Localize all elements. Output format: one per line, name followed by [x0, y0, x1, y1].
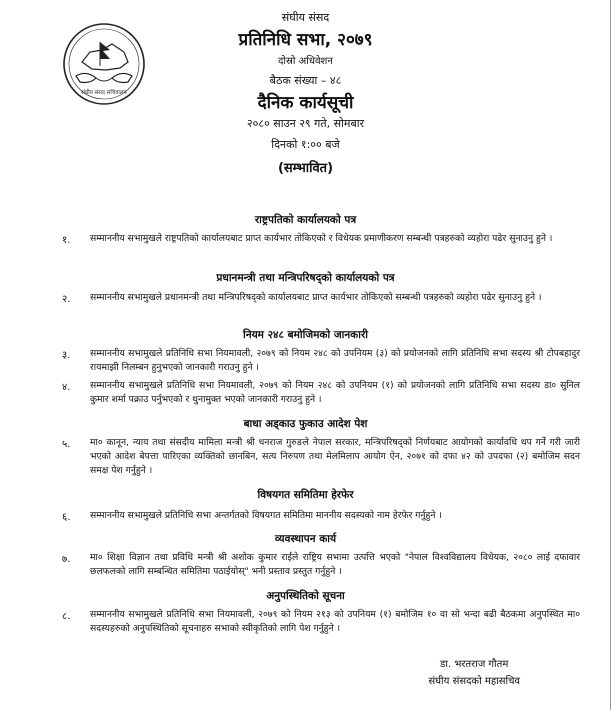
- logo-caption: संघीय संसद सचिवालय: [81, 90, 127, 96]
- item-text: मा० कानून, न्याय तथा संसदीय मामिला मन्त्री श्री धनराज गुरुङले नेपाल सरकार, मन्त्रिपरिषद्को निर्णयबाट आयोगको कार्यावधि थप गर्ने गरी जारी भएको आदेश बेपत्ता पारिएका व्यक्तिको छानबिन, सत्य निरुपण तथा मेलमिलाप आयोग ऐन, २०७१ को दफा ४२ को उपदफा (२) बमोजिम सदन समक्ष पेश गर्नुहुने ।: [90, 437, 580, 476]
- meeting-time: दिनको १:०० बजे: [271, 138, 340, 151]
- section-title: नियम २४८ बमोजिमको जानकारी: [243, 329, 368, 341]
- item-number: १.: [62, 235, 71, 246]
- item-text: मा० शिक्षा विज्ञान तथा प्रविधि मन्त्री श्री अशोक कुमार राईले राष्ट्रिय सभामा उत्पत्ति भएको "नेपाल विश्वविद्यालय विधेयक, २०८० लाई दफावार छलफलको लागि सम्बन्धित समितिमा पठाईयोस्" भनी प्रस्ताव प्रस्तुत गर्नुहुने ।: [90, 552, 580, 577]
- item-text: सम्माननीय सभामुखले प्रतिनिधि सभा अन्तर्गतको विषयगत समितिमा माननीय सदस्यको नाम हेरफेर गर्नुहुने ।: [90, 510, 442, 521]
- item-text: सम्माननीय सभामुखले प्रतिनिधि सभा नियमावली, २०७९ को नियम २४८ को उपनियम (१) को प्रयोजनको लागि प्रतिनिधि सभा सदस्य डा० सुनिल कुमार शर्मा पक्राउ पर्नुभएको र थुनामुक्त भएको जानकारी गराउनु हुने ।: [90, 380, 580, 405]
- page-title: दैनिक कार्यसूची: [257, 93, 354, 113]
- item-number: ३.: [62, 350, 71, 361]
- section-title: प्रधानमन्त्री तथा मन्त्रिपरिषद्को कार्यालयको पत्र: [216, 272, 395, 284]
- item-number: ६.: [62, 512, 71, 523]
- meeting-date: २०८० साउन २९ गते, सोमबार: [246, 117, 365, 130]
- item-number: ५.: [62, 439, 71, 450]
- house-title: प्रतिनिधि सभा, २०७९: [238, 30, 373, 50]
- item-number: ८.: [62, 611, 71, 622]
- section-title: अनुपस्थितिको सूचना: [266, 590, 345, 602]
- item-number: ४.: [62, 382, 71, 393]
- section-title: व्यवस्थापन कार्य: [274, 533, 337, 545]
- signature-block: [428, 656, 520, 690]
- tentative-label: (सम्भावित): [277, 161, 334, 176]
- session-label: दोस्रो अधिवेशन: [278, 56, 333, 67]
- meeting-number: बैठक संख्या – ४८: [269, 74, 342, 87]
- item-text: सम्माननीय सभामुखले प्रधानमन्त्री तथा मन्त्रिपरिषद्को कार्यालयबाट प्राप्त कार्यभार तोकिएको सम्बन्धी पत्रहरुको व्यहोरा पढेर सुनाउनु हुने ।: [90, 292, 542, 303]
- signatory-title: संघीय संसदको महासचिव: [428, 676, 520, 687]
- item-text: सम्माननीय सभामुखले प्रतिनिधि सभा नियमावली, २०७९ को नियम २१३ को उपनियम (१) बमोजिम १० वा सो भन्दा बढी बैठकमा अनुपस्थित मा० सदस्यहरुको अनुपस्थितिको सूचनाहरु सभाको स्वीकृतिको लागि पेश गर्नुहुने ।: [90, 609, 580, 634]
- item-text: सम्माननीय सभामुखले राष्ट्रपतिको कार्यालयबाट प्राप्त कार्यभार तोकिएको र विधेयक प्रमाणीकरण सम्बन्धी पत्रहरुको व्यहोरा पढेर सुनाउनु हुने ।: [90, 233, 553, 244]
- section-title: विषयगत समितिमा हेरफेर: [257, 489, 354, 501]
- signatory-name: डा. भरतराज गौतम: [440, 659, 509, 670]
- item-number: ७.: [62, 554, 71, 565]
- item-text: सम्माननीय सभामुखले प्रतिनिधि सभा नियमावली, २०७९ को नियम २४८ को उपनियम (३) को प्रयोजनको लागि प्रतिनिधि सभा सदस्य श्री टोपबहादुर रायमाझी निलम्बन हुनुभएको जानकारी गराउनु हुने ।: [90, 348, 580, 373]
- section-title: बाधा अड्काउ फुकाउ आदेश पेश: [243, 418, 368, 430]
- parliament-name: संघीय संसद: [281, 11, 330, 24]
- item-number: २.: [62, 294, 71, 305]
- section-title: राष्ट्रपतिको कार्यालयको पत्र: [254, 214, 357, 226]
